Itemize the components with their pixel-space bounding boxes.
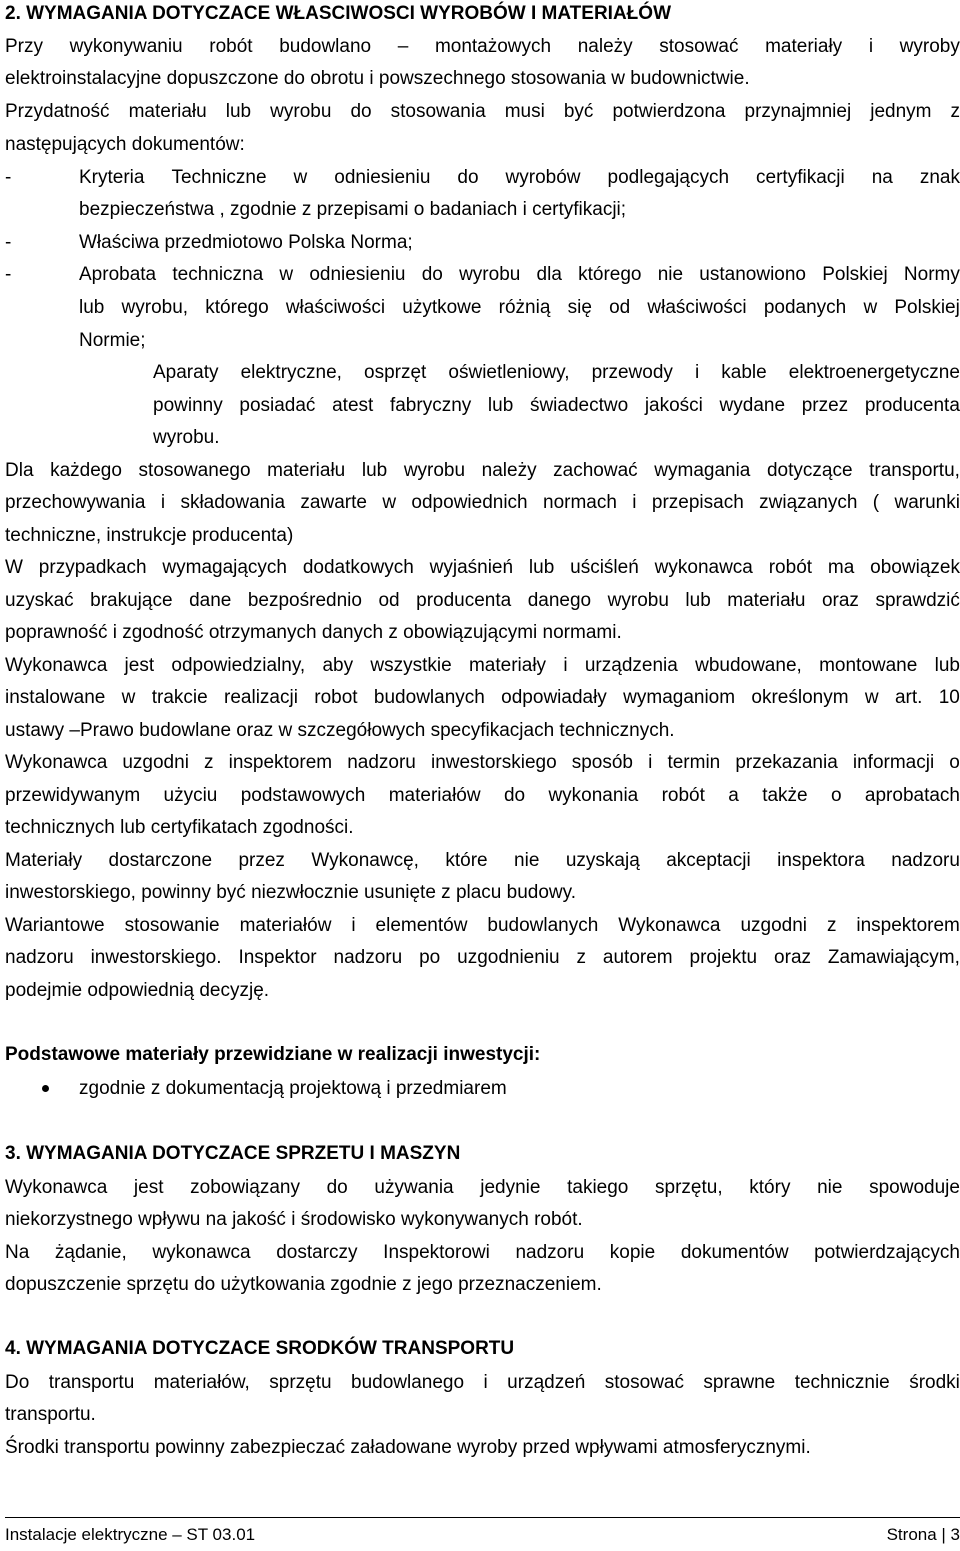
word: którego [578, 264, 642, 285]
word: inspektora [777, 850, 865, 871]
word: uzgodni [740, 915, 807, 936]
word: materiały [468, 655, 547, 676]
word: i [351, 915, 356, 936]
word: wyroby [899, 36, 960, 57]
paragraph-line [5, 455, 960, 487]
word: każdego [50, 460, 122, 481]
word: w [293, 167, 308, 188]
word: wyrobu [607, 590, 669, 611]
word: odniesieniu [334, 167, 431, 188]
word: o [830, 785, 842, 806]
word: i [648, 752, 653, 773]
word: bezpośrednio [247, 590, 362, 611]
word: z [826, 915, 837, 936]
word: środki [909, 1372, 960, 1393]
word: atest [332, 395, 374, 416]
word: nadzoru [515, 1242, 585, 1263]
word: lub [79, 297, 105, 318]
word: Inspektorowi [383, 1242, 490, 1263]
word: dotyczące [766, 460, 853, 481]
paragraph-line: następujących dokumentów: [5, 134, 245, 155]
word: stosowanie [124, 915, 220, 936]
word: spowoduje [869, 1177, 960, 1198]
word: odpowiednich [411, 492, 528, 513]
word: także [762, 785, 808, 806]
word: uzyskają [565, 850, 640, 871]
word: brakujące [90, 590, 173, 611]
word: technicznie [794, 1372, 890, 1393]
word: dodatkowych [302, 557, 414, 578]
word: oświetleniowy, [448, 362, 570, 383]
list-item [79, 259, 960, 291]
word: wykonawca [654, 557, 753, 578]
word: elektryczne, [240, 362, 342, 383]
word: użytkowe [402, 297, 482, 318]
word: a [728, 785, 739, 806]
word: z [576, 947, 587, 968]
paragraph-line [5, 585, 960, 617]
word: od [378, 590, 400, 611]
word: aprobatach [864, 785, 960, 806]
paragraph-line [5, 1172, 960, 1204]
word: o [949, 752, 960, 773]
word: robót [209, 36, 253, 57]
word: i [160, 492, 166, 513]
word: używania [374, 1177, 454, 1198]
word: producenta [416, 590, 512, 611]
word: do [326, 1177, 348, 1198]
word: urządzenia [584, 655, 678, 676]
word: Na [5, 1242, 30, 1263]
word: dla [536, 264, 562, 285]
word: Zamawiającym, [827, 947, 960, 968]
word: materiały [765, 36, 843, 57]
word: Wariantowe [5, 915, 105, 936]
word: informacji [852, 752, 935, 773]
paragraph-line: poprawność i zgodność otrzymanych danych z obowiązującymi normami. [5, 622, 622, 643]
paragraph-line: Środki transportu powinny zabezpieczać załadowane wyroby przed wpływami atmosferycznymi. [5, 1437, 811, 1458]
word: budowlano [279, 36, 372, 57]
word: w [864, 687, 879, 708]
word: nadzoru [891, 850, 960, 871]
word: z [204, 752, 214, 773]
word: dokumentów [680, 1242, 789, 1263]
word: i [563, 655, 568, 676]
word: elektroenergetyczne [788, 362, 960, 383]
list-item [79, 162, 960, 194]
word: do [503, 785, 526, 806]
materials-heading: Podstawowe materiały przewidziane w realizacji inwestycji: [5, 1044, 541, 1065]
word: Wykonawca [5, 655, 108, 676]
word: montażowych [434, 36, 552, 57]
word: wyrobu [403, 460, 466, 481]
word: nie [514, 850, 540, 871]
indented-paragraph-line: wyrobu. [153, 427, 220, 448]
paragraph-line [5, 682, 960, 714]
word: w [121, 687, 136, 708]
word: lub [528, 557, 555, 578]
word: Do [5, 1372, 30, 1393]
word: wykonywaniu [69, 36, 183, 57]
word: projektu [689, 947, 758, 968]
footer-divider [5, 1517, 960, 1518]
word: podlegających [607, 167, 730, 188]
word: określonym [751, 687, 849, 708]
footer-left: Instalacje elektryczne – ST 03.01 [5, 1525, 256, 1544]
word: materiału [727, 590, 806, 611]
word: przechowywania [5, 492, 146, 513]
word: montowane [819, 655, 918, 676]
word: się [567, 297, 592, 318]
list-dash: - [5, 232, 12, 253]
word: ma [827, 557, 855, 578]
word: z [950, 101, 960, 122]
word: wymaganiom [623, 687, 736, 708]
word: wszystkie [370, 655, 452, 676]
word: przypadkach [38, 557, 147, 578]
word: jest [133, 1177, 164, 1198]
word: Normy [903, 264, 960, 285]
word: dane [189, 590, 232, 611]
word: Dla [5, 460, 34, 481]
word: należy [577, 36, 633, 57]
word: instalowane [5, 687, 106, 708]
word: Kryteria [79, 167, 145, 188]
word: stosowania [390, 101, 486, 122]
word: należy [481, 460, 537, 481]
word: Materiały [5, 850, 83, 871]
word: kable [721, 362, 767, 383]
word: i [694, 362, 700, 383]
word: 10 [938, 687, 960, 708]
paragraph-line: inwestorskiego, powinny być niezwłocznie usunięte z placu budowy. [5, 882, 577, 903]
word: odniesieniu [309, 264, 406, 285]
word: Przy [5, 36, 43, 57]
word: potwierdzona [612, 101, 726, 122]
paragraph-line: dopuszczenie sprzętu do użytkowania zgodnie z jego przeznaczeniem. [5, 1274, 602, 1295]
word: Aparaty [153, 362, 219, 383]
word: odpowiadały [501, 687, 607, 708]
word: świadectwo [529, 395, 629, 416]
word: sprawne [703, 1372, 776, 1393]
word: nie [657, 264, 684, 285]
paragraph-line [5, 552, 960, 584]
word: przepisach [651, 492, 744, 513]
word: budowlanych [487, 915, 599, 936]
bullet-icon [42, 1085, 49, 1092]
word: robót [661, 785, 705, 806]
word: oraz [821, 590, 859, 611]
word: danego [527, 590, 592, 611]
word: do [421, 264, 443, 285]
word: osprzęt [364, 362, 427, 383]
word: lub [685, 590, 711, 611]
word: takiego [567, 1177, 629, 1198]
word: uzgodnieniu [457, 947, 560, 968]
indented-paragraph-line [153, 357, 960, 389]
word: musi [504, 101, 545, 122]
word: transportu, [869, 460, 960, 481]
paragraph-line: technicznych lub certyfikatach zgodności. [5, 817, 354, 838]
word: autorem [602, 947, 673, 968]
word: na [871, 167, 893, 188]
word: aby [322, 655, 354, 676]
paragraph-line [5, 1367, 960, 1399]
word: materiału [267, 460, 346, 481]
paragraph-line [5, 780, 960, 812]
word: lub [361, 460, 388, 481]
word: wbudowane, [695, 655, 802, 676]
word: w [279, 264, 294, 285]
word: trakcie [151, 687, 208, 708]
word: sprzętu [269, 1372, 332, 1393]
word: uzgodni [122, 752, 189, 773]
word: lub [487, 395, 514, 416]
paragraph-line [5, 31, 960, 63]
section-4-heading: 4. WYMAGANIA DOTYCZACE SRODKÓW TRANSPORTU [5, 1338, 515, 1359]
word: być [563, 101, 594, 122]
list-item-continuation [79, 292, 960, 324]
word: w [863, 297, 878, 318]
word: jest [124, 655, 155, 676]
word: przez [801, 395, 849, 416]
word: do [350, 101, 372, 122]
word: Wykonawca [5, 1177, 108, 1198]
word: inwestorskiego. [90, 947, 222, 968]
list-dash: - [5, 167, 12, 188]
word: obowiązek [870, 557, 960, 578]
word: nadzoru [347, 752, 416, 773]
word: fabryczny [389, 395, 472, 416]
bullet-item: zgodnie z dokumentacją projektową i przedmiarem [79, 1078, 507, 1099]
paragraph-line [5, 747, 960, 779]
word: materiałów [239, 915, 332, 936]
word: właściwości [285, 297, 386, 318]
word: akceptacji [666, 850, 751, 871]
paragraph-line [5, 96, 960, 128]
paragraph-line: podejmie odpowiednią decyzję. [5, 980, 270, 1001]
word: stosowanego [138, 460, 251, 481]
word: jedynie [480, 1177, 541, 1198]
word: który [749, 1177, 791, 1198]
word: wyrobu, [121, 297, 189, 318]
word: wykonania [548, 785, 639, 806]
word: Przydatność [5, 101, 110, 122]
word: związanych [759, 492, 858, 513]
paragraph-line [5, 910, 960, 942]
word: od [609, 297, 631, 318]
word: nie [817, 1177, 843, 1198]
word: W [5, 557, 23, 578]
word: wyjaśnień [429, 557, 514, 578]
word: przewidywanym [5, 785, 141, 806]
word: sposób [571, 752, 634, 773]
word: Wykonawca [618, 915, 721, 936]
word: art. [894, 687, 923, 708]
word: budowlanych [373, 687, 485, 708]
word: podstawowych [240, 785, 366, 806]
word: które [445, 850, 488, 871]
paragraph-line: niekorzystnego wpływu na jakość i środowisko wykonywanych robót. [5, 1209, 583, 1230]
word: jakości [644, 395, 703, 416]
word: sprawdzić [875, 590, 960, 611]
word: różnią [498, 297, 551, 318]
word: producenta [864, 395, 960, 416]
paragraph-line [5, 650, 960, 682]
word: materiału [128, 101, 207, 122]
word: ustanowiono [699, 264, 806, 285]
word: znak [919, 167, 960, 188]
word: wymagających [162, 557, 287, 578]
word: realizacji [224, 687, 298, 708]
word: przez [238, 850, 285, 871]
word: nadzoru [5, 947, 74, 968]
word: potwierdzających [814, 1242, 960, 1263]
word: urządzeń [507, 1372, 586, 1393]
word: – [397, 36, 409, 57]
word: po [419, 947, 441, 968]
word: do [457, 167, 479, 188]
word: odpowiedzialny, [171, 655, 306, 676]
word: uzyskać [5, 590, 74, 611]
word: sprzętu, [655, 1177, 723, 1198]
word: elementów [375, 915, 468, 936]
word: składowania [180, 492, 286, 513]
list-dash: - [5, 264, 12, 285]
word: podanych [763, 297, 847, 318]
word: jednym [870, 101, 932, 122]
word: wydane [719, 395, 786, 416]
word: lub [934, 655, 960, 676]
word: właściwości [647, 297, 747, 318]
paragraph-line [5, 1237, 960, 1269]
word: budowlanego [351, 1372, 465, 1393]
word: Wykonawcę, [311, 850, 419, 871]
word: wykonawca [152, 1242, 251, 1263]
word: dostarczy [276, 1242, 358, 1263]
word: posiadać [239, 395, 316, 416]
word: stosować [659, 36, 739, 57]
word: materiałów, [153, 1372, 250, 1393]
word: wyrobu [459, 264, 521, 285]
word: przynajmniej [744, 101, 852, 122]
word: uściśleń [570, 557, 639, 578]
word: którego [205, 297, 269, 318]
footer-page-number: Strona | 3 [886, 1525, 960, 1544]
word: Aprobata [79, 264, 157, 285]
paragraph-line [5, 487, 960, 519]
word: robót [768, 557, 813, 578]
word: termin [667, 752, 721, 773]
list-item-continuation: Normie; [79, 330, 146, 351]
word: materiałów [388, 785, 481, 806]
word: Techniczne [171, 167, 267, 188]
paragraph-line: transportu. [5, 1404, 96, 1425]
word: kopie [609, 1242, 656, 1263]
word: Wykonawca [5, 752, 108, 773]
word: w [382, 492, 397, 513]
word: wymagania [654, 460, 751, 481]
word: zobowiązany [190, 1177, 300, 1198]
word: ( [872, 492, 880, 513]
word: Inspektor [238, 947, 317, 968]
word: warunki [894, 492, 960, 513]
word: wyrobu [270, 101, 332, 122]
word: i [868, 36, 874, 57]
word: certyfikacji [756, 167, 845, 188]
section-3-heading: 3. WYMAGANIA DOTYCZACE SPRZETU I MASZYN [5, 1143, 461, 1164]
paragraph-line [5, 845, 960, 877]
word: zawarte [300, 492, 367, 513]
paragraph-line [5, 942, 960, 974]
word: techniczna [172, 264, 264, 285]
word: powinny [153, 395, 223, 416]
word: zachować [553, 460, 638, 481]
paragraph-line: techniczne, instrukcje producenta) [5, 525, 294, 546]
paragraph-line: elektroinstalacyjne dopuszczone do obrotu i powszechnego stosowania w budownictwie. [5, 68, 750, 89]
word: Polskiej [822, 264, 888, 285]
word: nadzoru [333, 947, 403, 968]
word: normach [543, 492, 617, 513]
word: stosować [604, 1372, 684, 1393]
list-item-continuation: bezpieczeństwa , zgodnie z przepisami o badaniach i certyfikacji; [79, 199, 627, 220]
word: inwestorskiego [430, 752, 557, 773]
word: inspektorem [228, 752, 333, 773]
word: i [483, 1372, 488, 1393]
indented-paragraph-line [153, 390, 960, 422]
paragraph-line: ustawy –Prawo budowlane oraz w szczegółowych specyfikacjach technicznych. [5, 720, 675, 741]
word: wyrobów [505, 167, 581, 188]
word: transportu [48, 1372, 135, 1393]
word: lub [225, 101, 252, 122]
word: dostarczone [108, 850, 213, 871]
section-2-heading: 2. WYMAGANIA DOTYCZACE WŁASCIWOSCI WYROBÓW I MATERIAŁÓW [5, 3, 672, 24]
word: inspektorem [856, 915, 960, 936]
word: użyciu [163, 785, 218, 806]
word: przekazania [735, 752, 838, 773]
word: oraz [774, 947, 812, 968]
word: Polskiej [894, 297, 960, 318]
word: przewody [591, 362, 673, 383]
word: robot [314, 687, 358, 708]
word: żądanie, [54, 1242, 127, 1263]
word: i [632, 492, 637, 513]
list-item: Właściwa przedmiotowo Polska Norma; [79, 232, 413, 253]
